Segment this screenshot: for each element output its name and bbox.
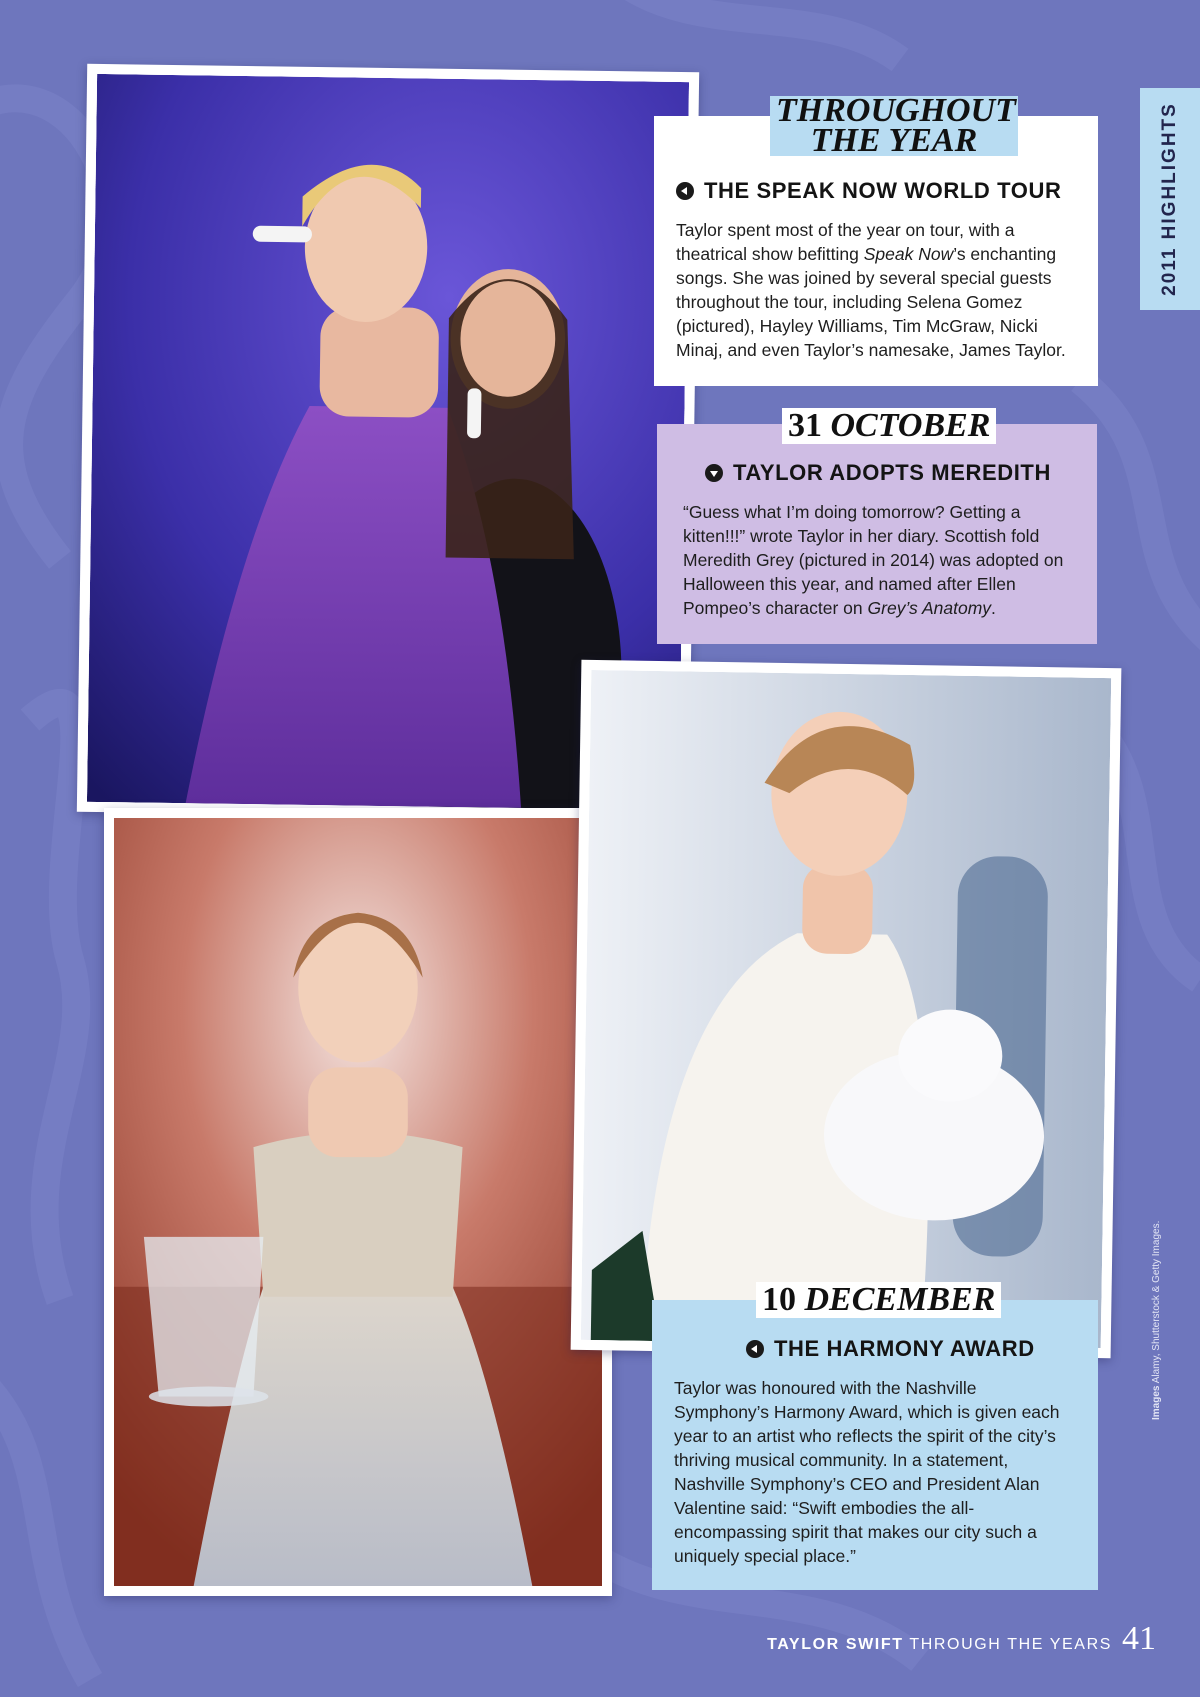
page-footer [767,1620,1156,1658]
down-arrow-icon [705,464,723,482]
meredith-heading [683,460,1075,486]
image-credit-text: Alamy, Shutterstock & Getty Images. [1151,1220,1162,1384]
photo-cat [581,670,1111,1348]
harmony-heading-text: THE HARMONY AWARD [774,1336,1035,1361]
harmony-body-part: Taylor was honoured with the Nashville Symphony’s Harmony Award, which is given each year to an artist who reflects the spirit of the city’s thriving musical community. In a statement, Nashville Symphony’s CEO and President Alan Valentine said: “Swift embodies the all-encompassing spirit that makes our city such a uniquely special place.” [674,1378,1060,1566]
date-word-december: DECEMBER [804,1281,996,1318]
left-arrow-icon [746,1340,764,1358]
speak-now-heading [676,178,1076,204]
meredith-body-part: “Guess what I’m doing tomorrow? Getting a kitten!!!” wrote Taylor in her diary. Scottish fold Meredith Grey (pictured in 2014) was adopted on Halloween this year, and named after Ellen Pompeo’s character on [683,502,1064,618]
card-meredith [657,424,1097,644]
section-tab-label: 2011 HIGHLIGHTS [1159,102,1180,296]
image-credit [1151,1221,1162,1420]
date-label-december [756,1282,1001,1318]
footer-brand-bold: TAYLOR SWIFT [767,1636,904,1653]
photo-award [114,818,602,1586]
photo-cat-frame [571,660,1122,1358]
footer-brand-rest: THROUGH THE YEARS [909,1636,1112,1653]
footer-brand [767,1636,1112,1654]
meredith-body-part: . [991,598,996,618]
photo-award-frame [104,808,612,1596]
meredith-body [683,500,1075,620]
speak-now-body [676,218,1076,362]
harmony-body [674,1376,1076,1568]
speak-now-body-italic: Speak Now [863,244,954,264]
speak-now-body-part: Taylor spent most of the year on tour, with a theatrical show befitting [676,220,1015,264]
date-label-throughout-text: THROUGHOUT THE YEAR [776,92,1016,159]
date-num-october: 31 [788,407,822,444]
date-num-december: 10 [762,1281,796,1318]
page-number: 41 [1122,1620,1156,1657]
date-label-throughout [770,92,1018,159]
meredith-body-italic: Grey’s Anatomy [867,598,992,618]
card-harmony-award [652,1300,1098,1590]
date-word-october: OCTOBER [830,407,991,444]
speak-now-heading-text: THE SPEAK NOW WORLD TOUR [704,178,1062,203]
section-tab [1140,88,1200,310]
meredith-heading-text: TAYLOR ADOPTS MEREDITH [733,460,1051,485]
harmony-heading [674,1336,1076,1362]
image-credit-label: Images [1151,1385,1162,1420]
date-label-october [782,408,996,444]
speak-now-body-part: ’s enchanting songs. She was joined by several special guests throughout the tour, including Selena Gomez (pictured), Hayley Williams, Tim McGraw, Nicki Minaj, and even Taylor’s namesake, James Taylor. [676,244,1066,360]
left-arrow-icon [676,182,694,200]
